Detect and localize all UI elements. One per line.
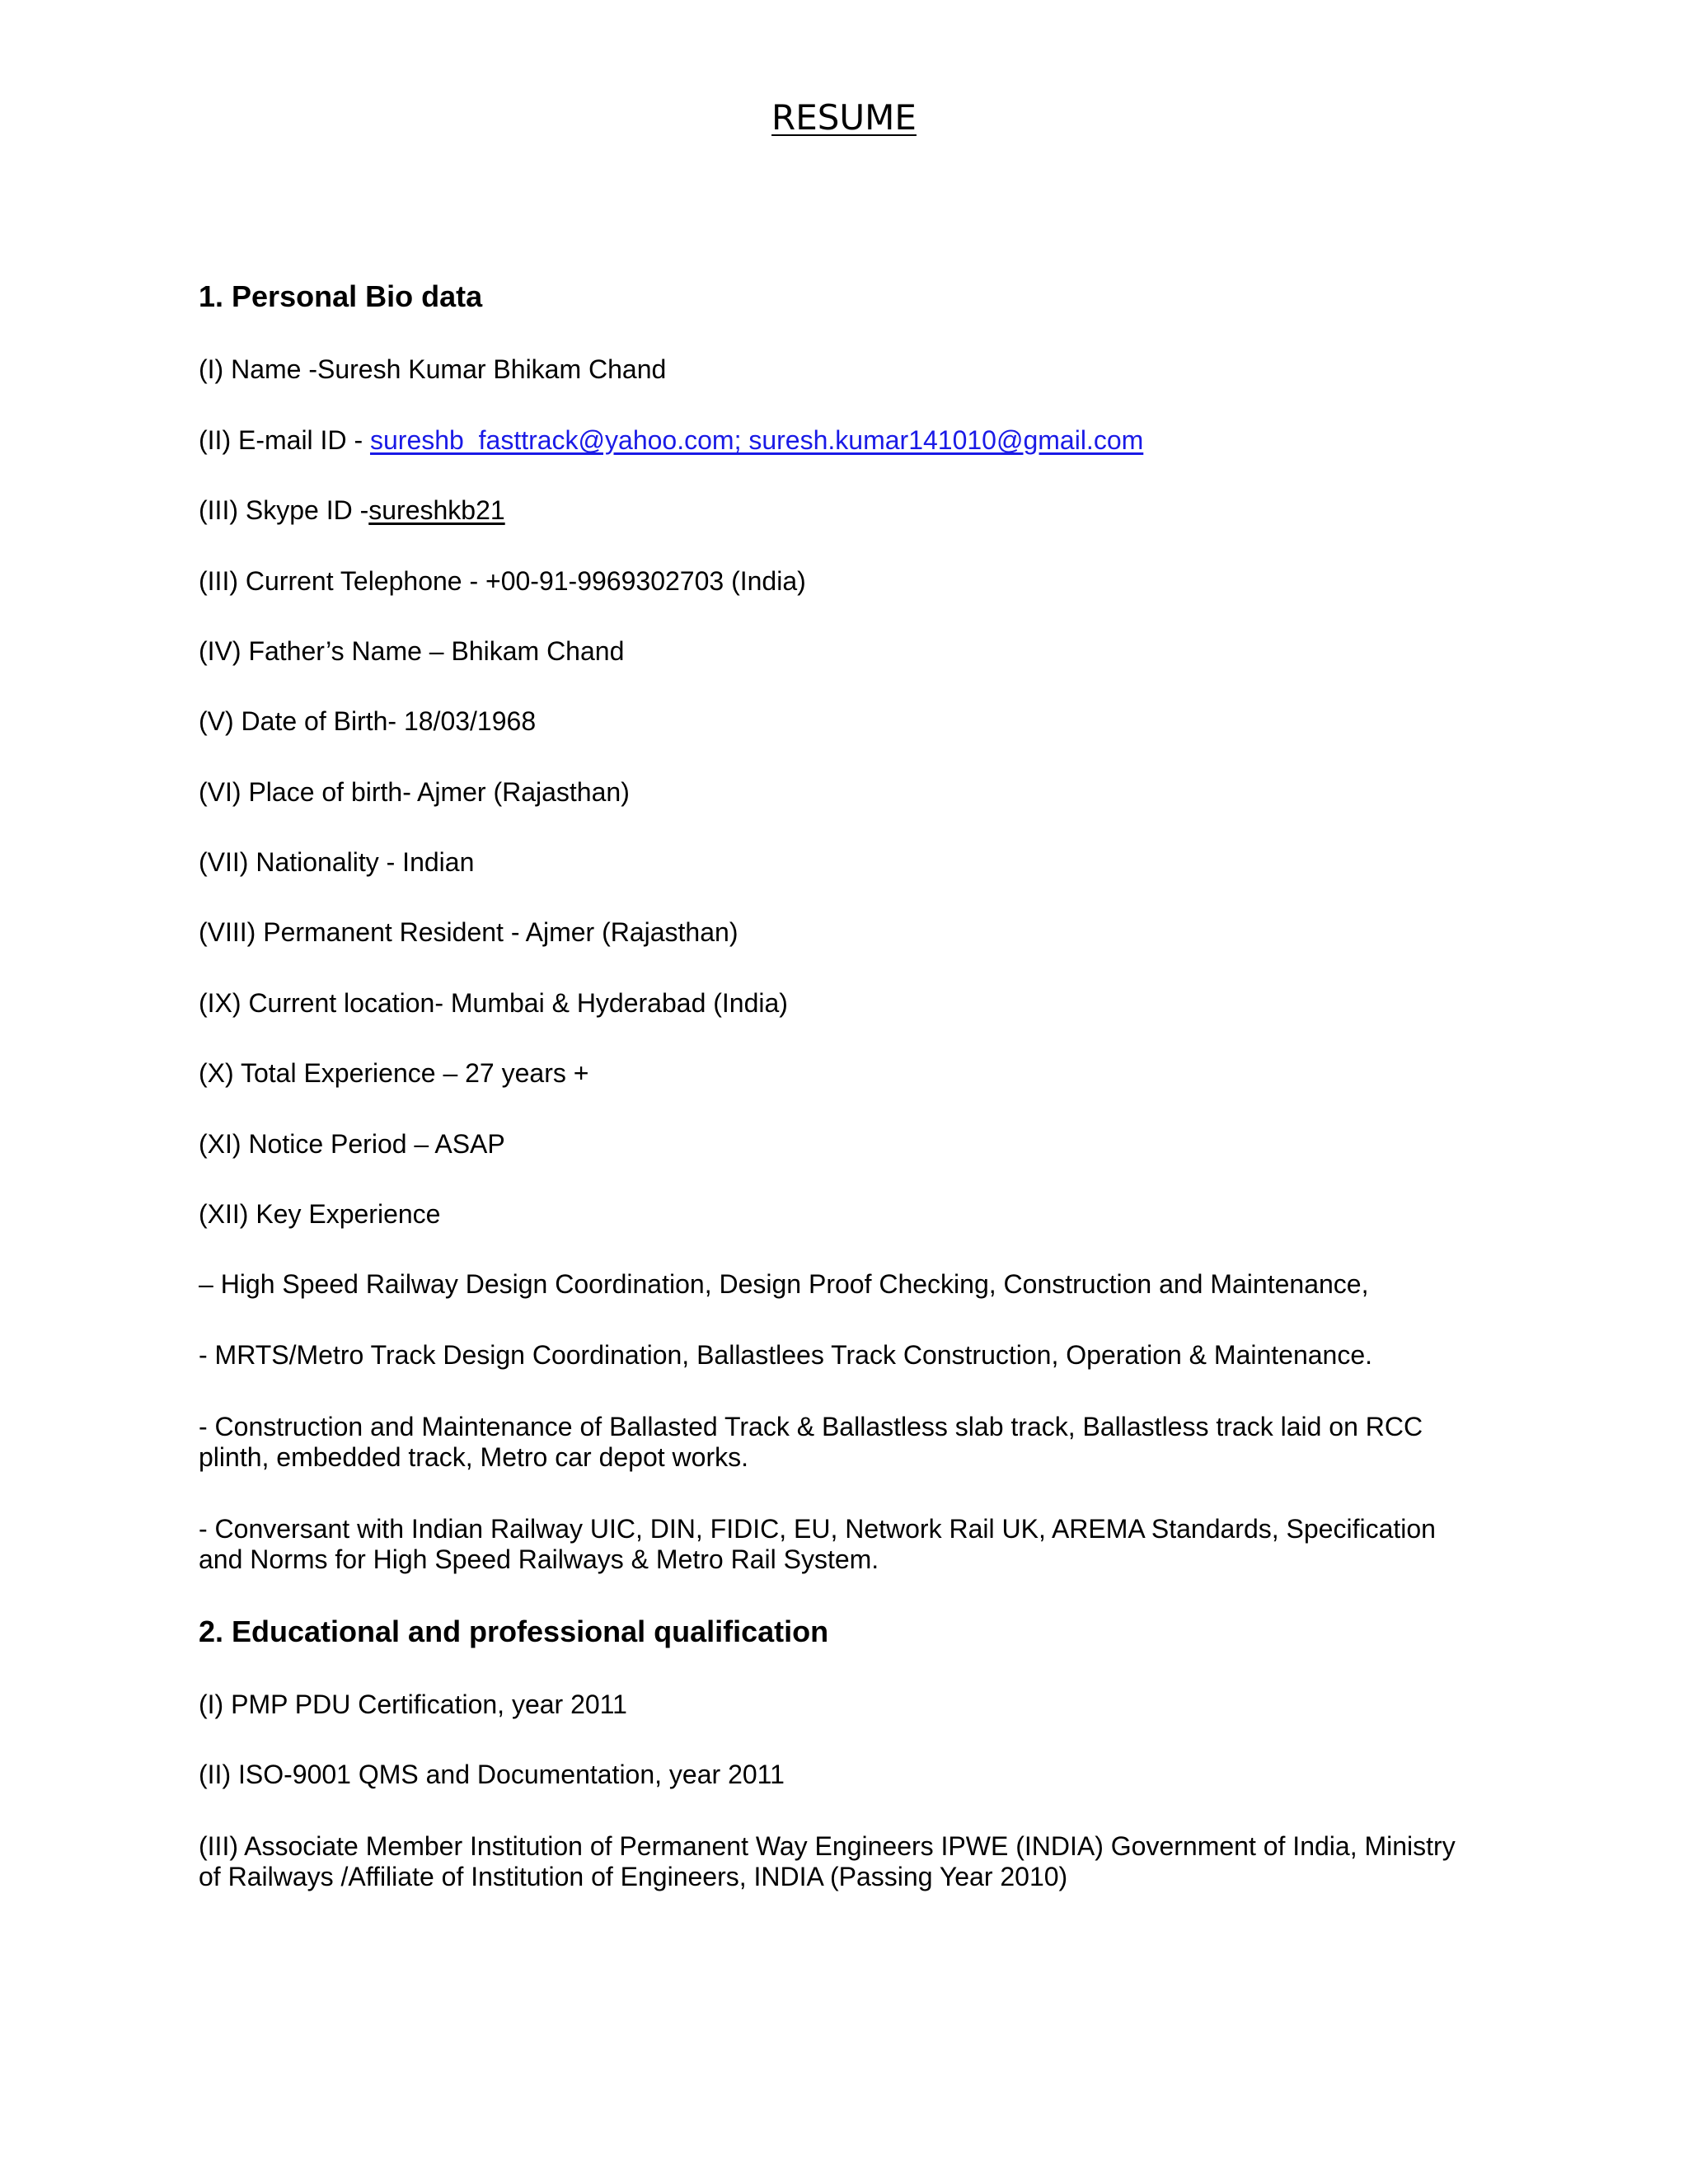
skype-label: (III) Skype ID - <box>199 495 369 525</box>
email-line <box>199 425 1143 455</box>
page-title: RESUME <box>771 97 917 138</box>
key-experience-item: - Construction and Maintenance of Ballasted Track & Ballastless slab track, Ballastless track laid on RCC plinth, embedded track, Metro car depot works. <box>199 1412 1423 1472</box>
section-heading-personal-bio: 1. Personal Bio data <box>199 279 483 313</box>
email-label: (II) E-mail ID - <box>199 425 370 455</box>
key-experience-item: - MRTS/Metro Track Design Coordination, Ballastlees Track Construction, Operation & Maintenance. <box>199 1340 1373 1370</box>
section-heading-education: 2. Educational and professional qualification <box>199 1615 829 1648</box>
skype-line <box>199 495 505 525</box>
qualification-item: (II) ISO-9001 QMS and Documentation, year 2011 <box>199 1760 785 1789</box>
place-of-birth-line: (VI) Place of birth- Ajmer (Rajasthan) <box>199 777 630 807</box>
key-experience-item: – High Speed Railway Design Coordination, Design Proof Checking, Construction and Maintenance, <box>199 1269 1369 1299</box>
date-of-birth-line: (V) Date of Birth- 18/03/1968 <box>199 706 537 736</box>
email-links[interactable]: sureshb_fasttrack@yahoo.com; suresh.kumar141010@gmail.com <box>369 425 1144 455</box>
notice-period-line: (XI) Notice Period – ASAP <box>199 1129 505 1159</box>
qualification-item: (I) PMP PDU Certification, year 2011 <box>199 1690 627 1719</box>
nationality-line: (VII) Nationality - Indian <box>199 847 475 877</box>
father-name-line: (IV) Father’s Name – Bhikam Chand <box>199 636 625 666</box>
total-experience-line: (X) Total Experience – 27 years + <box>199 1058 589 1088</box>
key-experience-label: (XII) Key Experience <box>199 1199 441 1229</box>
telephone-line: (III) Current Telephone - +00-91-9969302703 (India) <box>199 566 806 596</box>
key-experience-item: - Conversant with Indian Railway UIC, DIN, FIDIC, EU, Network Rail UK, AREMA Standards, Specification and Norms for High Speed Railways & Metro Rail System. <box>199 1514 1436 1574</box>
skype-id: sureshkb21 <box>368 495 505 525</box>
qualification-item: (III) Associate Member Institution of Permanent Way Engineers IPWE (INDIA) Government of India, Ministry of Railways /Affiliate of Institution of Engineers, INDIA (Passing Year 2010) <box>199 1831 1456 1891</box>
current-location-line: (IX) Current location- Mumbai & Hyderabad (India) <box>199 988 788 1018</box>
name-line: (I) Name -Suresh Kumar Bhikam Chand <box>199 354 667 384</box>
permanent-resident-line: (VIII) Permanent Resident - Ajmer (Rajasthan) <box>199 917 738 947</box>
